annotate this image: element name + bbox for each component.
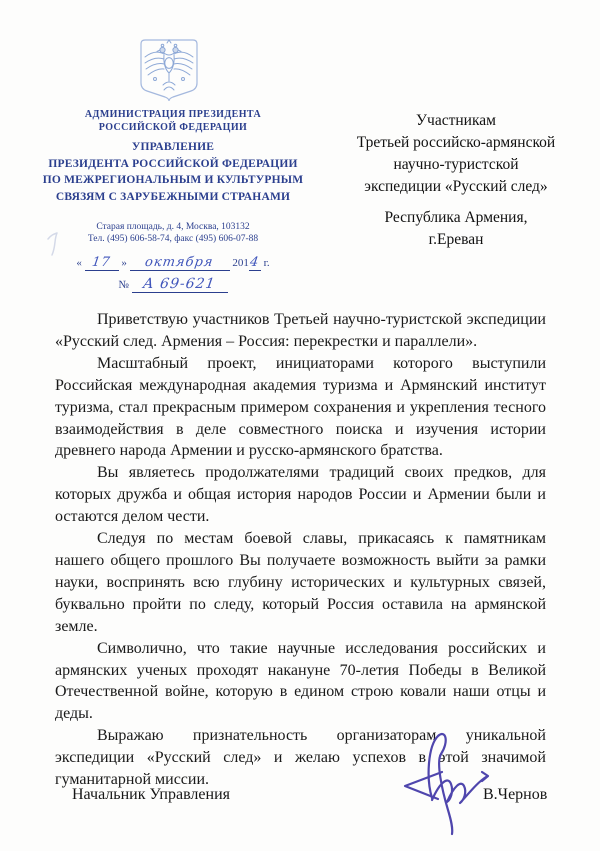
org-name-line1: АДМИНИСТРАЦИЯ ПРЕЗИДЕНТА [84,109,262,120]
letter-body [55,309,546,791]
handwritten-month: октября [144,255,215,270]
date-open-quote: « [76,257,82,269]
dept-name-line3: ПО МЕЖРЕГИОНАЛЬНЫМ И КУЛЬТУРНЫМ [42,174,304,186]
russian-coat-of-arms-icon [137,37,201,103]
phone-line: Тел. (495) 606-58-74, факс (495) 606-07-88 [87,234,259,244]
recipient-line: Третьей российско-армянской [356,134,556,151]
recipient-line: экспедиции «Русский след» [364,178,548,195]
paragraph: Выражаю признательность организаторам уникальной экспедиции «Русский след» и желаю успехов в этой значимой гуманитарной миссии. [55,727,546,789]
date-year-typed: 201 [232,257,249,269]
address-line: Старая площадь, д. 4, Москва, 103132 [96,222,250,232]
recipient-location-line: г.Ереван [428,231,484,248]
letterhead [28,108,318,293]
recipient-line: научно-туристской [393,156,519,173]
date-line [28,256,318,271]
paragraph: Масштабный проект, инициаторами которого выступили Российская международная академия туризма и Армянский институт туризма, стал прекрасным примером сохранения и укрепления тесного взаимодействия в деле совместного поиска и изучения истории древнего народа Армении и русско-армянского братства. [55,354,546,460]
handwritten-signature-icon [398,720,598,846]
date-close-quote: » [121,257,127,269]
recipient-block [330,110,582,251]
handwritten-day: 17 [91,255,112,270]
paragraph: Вы являетесь продолжателями традиций своих предков, для которых дружба и общая история народов России и Армении были и остаются делом чести. [55,464,546,526]
dept-name-line4: СВЯЗЯМ С ЗАРУБЕЖНЫМИ СТРАНАМИ [55,190,291,203]
document-number-line [28,278,318,293]
handwritten-number: А 69-621 [142,276,217,292]
paragraph: Символично, что такие научные исследования российских и армянских ученых проходят накануне 70-летия Победы в Великой Отечественной войне, которую в едином строю ковали наши отцы и деды. [55,639,546,723]
org-name-line2: РОССИЙСКОЙ ФЕДЕРАЦИИ [98,122,248,133]
number-label: № [118,279,129,291]
recipient-location-line: Республика Армения, [384,209,528,226]
date-suffix: г. [263,257,270,269]
dept-name-line1: УПРАВЛЕНИЕ [131,141,215,153]
handwritten-year-digit: 4 [249,255,261,270]
recipient-line: Участникам [416,112,496,129]
signer-name: В.Чернов [483,786,548,803]
paragraph: Следуя по местам боевой славы, прикасаясь к памятникам нашего общего прошлого Вы получаете возможность выйти за рамки науки, воспринять всю глубину исторических и культурных связей, буквально пройти по следу, который Россия оставила на армянской земле. [55,530,546,635]
dept-name-line2: ПРЕЗИДЕНТА РОССИЙСКОЙ ФЕДЕРАЦИИ [48,157,298,170]
signer-title: Начальник Управления [72,786,230,803]
paragraph: Приветствую участников Третьей научно-туристской экспедиции «Русский след. Армения – Россия: перекрестки и параллели». [55,311,546,350]
